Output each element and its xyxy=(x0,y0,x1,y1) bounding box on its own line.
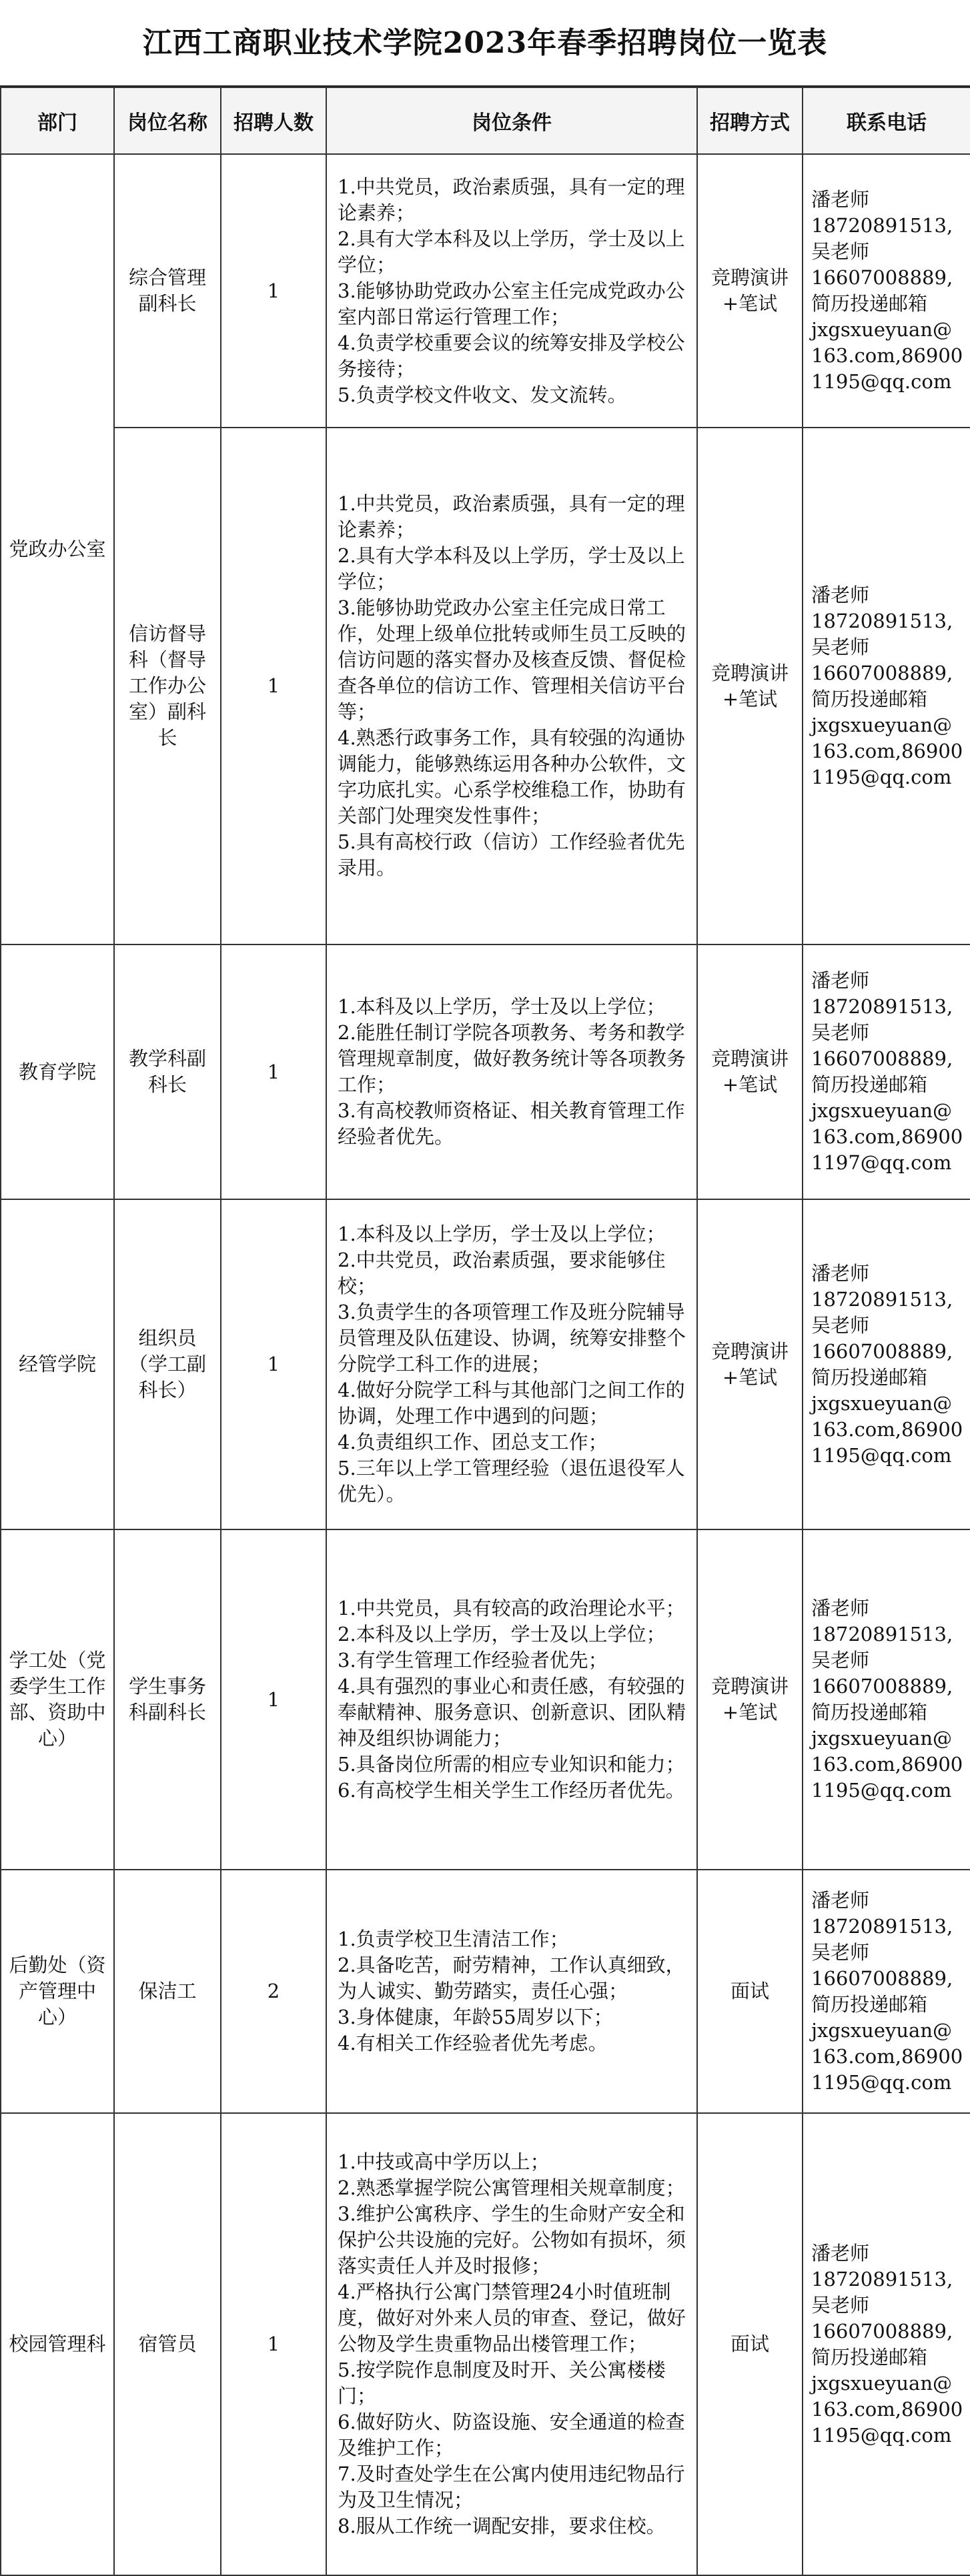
position-cell: 学生事务科副科长 xyxy=(114,1529,221,1870)
position-cell: 保洁工 xyxy=(114,1870,221,2113)
contact-line: 简历投递邮箱 xyxy=(811,1073,928,1096)
contact-line: 吴老师 xyxy=(811,240,870,263)
table-header-row xyxy=(1,87,970,154)
contact-cell xyxy=(803,2113,970,2575)
contact-email[interactable]: jxgsxueyuan@163.com,869001195@qq.com xyxy=(811,1391,963,1467)
condition-line: 1.中共党员，具有较高的政治理论水平； xyxy=(338,1597,685,1620)
contact-line: 吴老师 xyxy=(811,1940,870,1964)
contact-line: 简历投递邮箱 xyxy=(811,1365,928,1389)
contact-line: 16607008889, xyxy=(811,1339,953,1363)
contact-line: 吴老师 xyxy=(811,1313,870,1337)
position-cell: 组织员（学工副科长） xyxy=(114,1199,221,1529)
contact-line: 潘老师 xyxy=(811,969,870,992)
contact-line: 简历投递邮箱 xyxy=(811,292,928,315)
method-cell: 竞聘演讲+笔试 xyxy=(697,1529,803,1870)
contact-line: 18720891513, xyxy=(811,995,953,1018)
contact-line: 16607008889, xyxy=(811,661,953,684)
department-cell: 党政办公室 xyxy=(1,154,114,944)
count-cell: 1 xyxy=(221,2113,326,2575)
contact-line: 18720891513, xyxy=(811,1287,953,1311)
method-cell: 竞聘演讲+笔试 xyxy=(697,944,803,1199)
header-contact: 联系电话 xyxy=(803,87,970,154)
condition-line: 4.有相关工作经验者优先考虑。 xyxy=(338,2032,608,2054)
condition-line: 1.本科及以上学历，学士及以上学位； xyxy=(338,995,666,1018)
condition-line: 4.做好分院学工科与其他部门之间工作的协调，处理工作中遇到的问题； xyxy=(338,1379,685,1427)
recruitment-table xyxy=(0,87,970,2576)
conditions-cell xyxy=(326,2113,697,2575)
position-cell: 信访督导科（督导工作办公室）副科长 xyxy=(114,428,221,944)
count-cell: 1 xyxy=(221,1529,326,1870)
condition-line: 6.做好防火、防盗设施、安全通道的检查及维护工作； xyxy=(338,2411,685,2459)
contact-line: 吴老师 xyxy=(811,1021,870,1044)
conditions-cell xyxy=(326,944,697,1199)
contact-cell xyxy=(803,1870,970,2113)
condition-line: 4.负责学校重要会议的统筹安排及学校公务接待； xyxy=(338,331,685,380)
conditions-cell xyxy=(326,1870,697,2113)
contact-email[interactable]: jxgsxueyuan@163.com,869001195@qq.com xyxy=(811,713,963,788)
condition-line: 2.中共党员，政治素质强，要求能够住校； xyxy=(338,1249,666,1297)
condition-line: 3.有学生管理工作经验者优先； xyxy=(338,1649,608,1672)
contact-line: 18720891513, xyxy=(811,2267,953,2291)
condition-line: 3.负责学生的各项管理工作及班分院辅导员管理及队伍建设、协调，统筹安排整个分院学工科工作的进展； xyxy=(338,1301,686,1375)
contact-line: 16607008889, xyxy=(811,266,953,289)
contact-line: 16607008889, xyxy=(811,1675,953,1698)
conditions-cell xyxy=(326,154,697,428)
condition-line: 3.能够协助党政办公室主任完成党政办公室内部日常运行管理工作； xyxy=(338,279,685,328)
contact-line: 潘老师 xyxy=(811,1888,870,1912)
condition-line: 7.及时查处学生在公寓内使用违纪物品行为及卫生情况； xyxy=(338,2463,685,2511)
department-cell: 教育学院 xyxy=(1,944,114,1199)
conditions-cell xyxy=(326,1199,697,1529)
contact-line: 潘老师 xyxy=(811,2241,870,2265)
contact-line: 潘老师 xyxy=(811,583,870,606)
contact-line: 吴老师 xyxy=(811,1649,870,1672)
condition-line: 2.本科及以上学历，学士及以上学位； xyxy=(338,1623,666,1646)
method-cell: 面试 xyxy=(697,1870,803,2113)
contact-line: 18720891513, xyxy=(811,609,953,632)
header-count: 招聘人数 xyxy=(221,87,326,154)
count-cell: 1 xyxy=(221,428,326,944)
contact-line: 简历投递邮箱 xyxy=(811,687,928,710)
condition-line: 8.服从工作统一调配安排，要求住校。 xyxy=(338,2515,666,2537)
conditions-cell xyxy=(326,428,697,944)
condition-line: 5.负责学校文件收文、发文流转。 xyxy=(338,383,627,406)
table-row xyxy=(1,1199,970,1529)
condition-line: 5.按学院作息制度及时开、关公寓楼楼门； xyxy=(338,2359,666,2407)
condition-line: 2.具有大学本科及以上学历，学士及以上学位； xyxy=(338,544,685,593)
contact-email[interactable]: jxgsxueyuan@163.com,869001195@qq.com xyxy=(811,2018,963,2094)
contact-line: 18720891513, xyxy=(811,214,953,237)
table-row xyxy=(1,944,970,1199)
header-department: 部门 xyxy=(1,87,114,154)
condition-line: 1.中技或高中学历以上； xyxy=(338,2150,550,2173)
method-cell: 竞聘演讲+笔试 xyxy=(697,154,803,428)
department-cell: 学工处（党委学生工作部、资助中心） xyxy=(1,1529,114,1870)
contact-line: 16607008889, xyxy=(811,2319,953,2343)
table-row xyxy=(1,154,970,428)
condition-line: 2.熟悉掌握学院公寓管理相关规章制度； xyxy=(338,2176,685,2199)
table-row xyxy=(1,428,970,944)
contact-email[interactable]: jxgsxueyuan@163.com,869001195@qq.com xyxy=(811,2371,963,2447)
table-row xyxy=(1,1870,970,2113)
method-cell: 竞聘演讲+笔试 xyxy=(697,428,803,944)
contact-cell xyxy=(803,428,970,944)
table-row xyxy=(1,2113,970,2575)
contact-line: 潘老师 xyxy=(811,1261,870,1285)
position-cell: 教学科副科长 xyxy=(114,944,221,1199)
contact-line: 简历投递邮箱 xyxy=(811,1992,928,2016)
condition-line: 3.维护公寓秩序、学生的生命财产安全和保护公共设施的完好。公物如有损坏，须落实责任人并及时报修； xyxy=(338,2202,686,2277)
condition-line: 2.能胜任制订学院各项教务、考务和教学管理规章制度，做好教务统计等各项教务工作； xyxy=(338,1021,686,1096)
condition-line: 5.具有高校行政（信访）工作经验者优先录用。 xyxy=(338,830,685,879)
condition-line: 1.中共党员，政治素质强，具有一定的理论素养； xyxy=(338,175,685,224)
method-cell: 面试 xyxy=(697,2113,803,2575)
condition-line: 4.严格执行公寓门禁管理24小时值班制度，做好对外来人员的审查、登记，做好公物及学生贵重物品出楼管理工作； xyxy=(338,2281,686,2355)
contact-cell xyxy=(803,1199,970,1529)
page-title: 江西工商职业技术学院2023年春季招聘岗位一览表 xyxy=(0,0,970,87)
header-position: 岗位名称 xyxy=(114,87,221,154)
condition-line: 1.本科及以上学历，学士及以上学位； xyxy=(338,1223,666,1245)
contact-line: 吴老师 xyxy=(811,2293,870,2317)
department-cell: 经管学院 xyxy=(1,1199,114,1529)
contact-line: 吴老师 xyxy=(811,635,870,658)
condition-line: 5.具备岗位所需的相应专业知识和能力； xyxy=(338,1753,685,1776)
method-cell: 竞聘演讲+笔试 xyxy=(697,1199,803,1529)
contact-email[interactable]: jxgsxueyuan@163.com,869001195@qq.com xyxy=(811,318,963,393)
condition-line: 6.有高校学生相关学生工作经历者优先。 xyxy=(338,1779,685,1802)
contact-line: 简历投递邮箱 xyxy=(811,2345,928,2369)
contact-line: 潘老师 xyxy=(811,188,870,211)
count-cell: 1 xyxy=(221,154,326,428)
contact-line: 潘老师 xyxy=(811,1597,870,1620)
position-cell: 综合管理副科长 xyxy=(114,154,221,428)
conditions-cell xyxy=(326,1529,697,1870)
condition-line: 1.中共党员，政治素质强，具有一定的理论素养； xyxy=(338,492,685,541)
count-cell: 1 xyxy=(221,944,326,1199)
condition-line: 4.负责组织工作、团总支工作； xyxy=(338,1431,608,1453)
condition-line: 3.能够协助党政办公室主任完成日常工作，处理上级单位批转或师生员工反映的信访问题的落实督办及核查反馈、督促检查各单位的信访工作、管理相关信访平台等； xyxy=(338,596,686,723)
condition-line: 2.具备吃苦，耐劳精神，工作认真细致，为人诚实、勤劳踏实，责任心强； xyxy=(338,1954,685,2002)
contact-cell xyxy=(803,154,970,428)
department-cell: 校园管理科 xyxy=(1,2113,114,2575)
contact-email[interactable]: jxgsxueyuan@163.com,869001197@qq.com xyxy=(811,1099,963,1174)
condition-line: 4.熟悉行政事务工作，具有较强的沟通协调能力，能够熟练运用各种办公软件，文字功底扎实。心系学校维稳工作，协助有关部门处理突发性事件； xyxy=(338,726,686,827)
table-row xyxy=(1,1529,970,1870)
condition-line: 3.有高校教师资格证、相关教育管理工作经验者优先。 xyxy=(338,1099,685,1148)
position-cell: 宿管员 xyxy=(114,2113,221,2575)
count-cell: 1 xyxy=(221,1199,326,1529)
header-method: 招聘方式 xyxy=(697,87,803,154)
condition-line: 1.负责学校卫生清洁工作； xyxy=(338,1928,569,1950)
contact-line: 16607008889, xyxy=(811,1047,953,1070)
contact-line: 18720891513, xyxy=(811,1914,953,1938)
contact-cell xyxy=(803,944,970,1199)
contact-line: 16607008889, xyxy=(811,1966,953,1990)
header-conditions: 岗位条件 xyxy=(326,87,697,154)
contact-cell xyxy=(803,1529,970,1870)
condition-line: 5.三年以上学工管理经验（退伍退役军人优先）。 xyxy=(338,1457,685,1505)
contact-email[interactable]: jxgsxueyuan@163.com,869001195@qq.com xyxy=(811,1727,963,1802)
contact-line: 简历投递邮箱 xyxy=(811,1701,928,1724)
condition-line: 2.具有大学本科及以上学历，学士及以上学位； xyxy=(338,227,685,276)
department-cell: 后勤处（资产管理中心） xyxy=(1,1870,114,2113)
contact-line: 18720891513, xyxy=(811,1623,953,1646)
condition-line: 3.身体健康，年龄55周岁以下； xyxy=(338,2006,613,2028)
condition-line: 4.具有强烈的事业心和责任感，有较强的奉献精神、服务意识、创新意识、团队精神及组织协调能力； xyxy=(338,1675,686,1750)
count-cell: 2 xyxy=(221,1870,326,2113)
